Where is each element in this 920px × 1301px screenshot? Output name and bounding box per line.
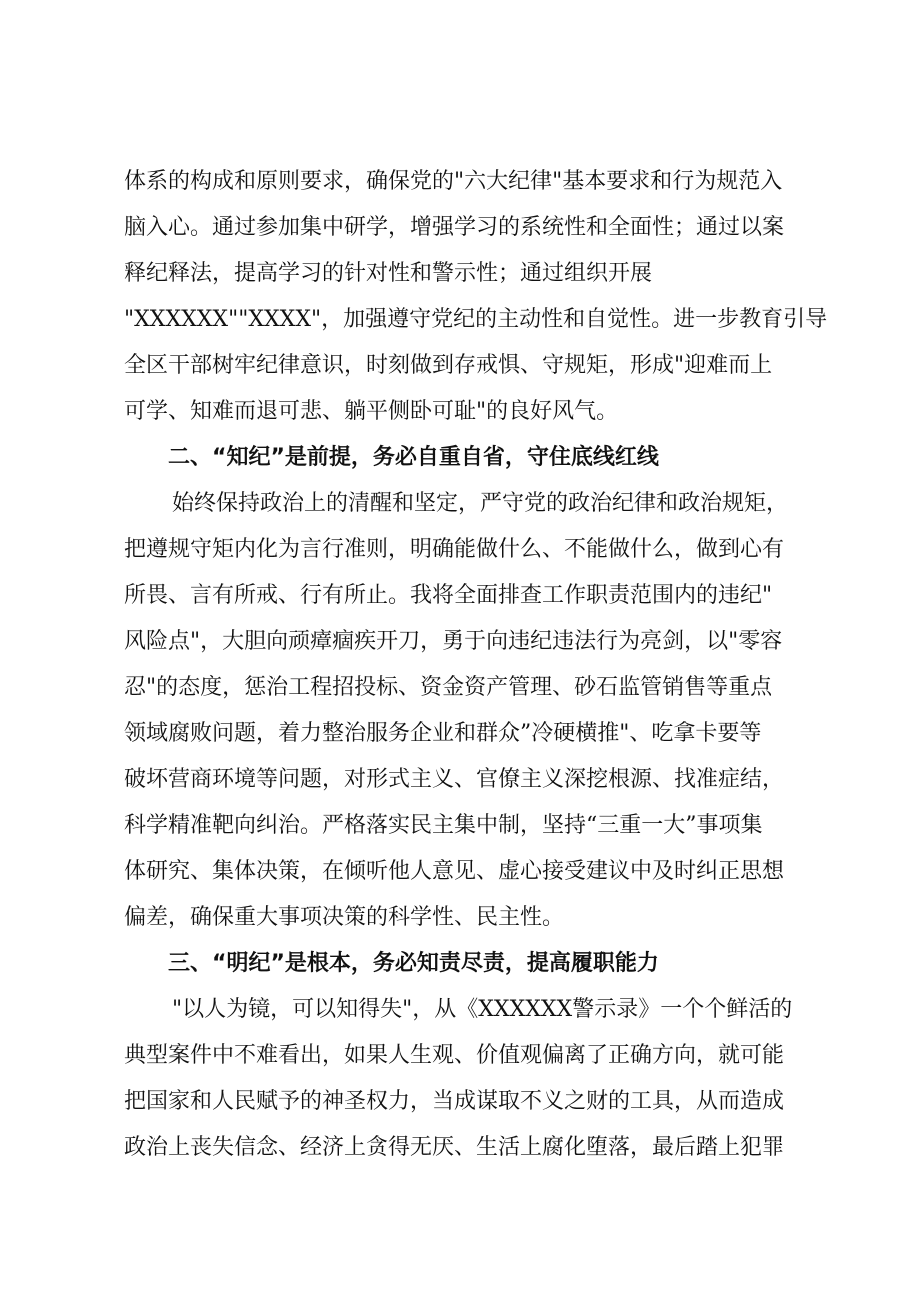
body-text-line: 体系的构成和原则要求，确保党的"六大纪律"基本要求和行为规范入 [124, 169, 783, 194]
body-text-line: 领域腐败问题，着力整治服务企业和群众”冷硬横推"、吃拿卡要等 [124, 721, 762, 746]
body-text-line: 脑入心。通过参加集中研学，增强学习的系统性和全面性；通过以案 [124, 215, 785, 240]
body-text-line: "XXXXXX""XXXX"，加强遵守党纪的主动性和自觉性。进一步教育引导 [124, 307, 828, 332]
body-text-line: 始终保持政治上的清醒和坚定，严守党的政治纪律和政治规矩， [172, 491, 789, 516]
body-text-line: 忍"的态度，惩治工程招投标、资金资产管理、砂石监管销售等重点 [124, 675, 773, 700]
body-text-line: 体研究、集体决策，在倾听他人意见、虚心接受建议中及时纠正思想 [124, 859, 785, 884]
body-text-line: 破坏营商环境等问题，对形式主义、官僚主义深挖根源、找准症结， [124, 767, 785, 792]
body-text-line: 把国家和人民赋予的神圣权力，当成谋取不义之财的工具，从而造成 [124, 1089, 785, 1114]
body-text-line: 可学、知难而退可悲、躺平侧卧可耻"的良好风气。 [124, 399, 619, 424]
section-heading-3: 三、“明纪”是根本，务必知责尽责，提高履职能力 [168, 951, 659, 976]
body-text-line: 把遵规守矩内化为言行准则，明确能做什么、不能做什么，做到心有 [124, 537, 785, 562]
body-text-line: 全区干部树牢纪律意识，时刻做到存戒惧、守规矩，形成"迎难而上 [124, 353, 773, 378]
section-heading-2: 二、“知纪”是前提，务必自重自省，守住底线红线 [168, 445, 659, 470]
body-text-line: 典型案件中不难看出，如果人生观、价值观偏离了正确方向，就可能 [124, 1043, 785, 1068]
body-text-line: 政治上丧失信念、经济上贪得无厌、生活上腐化堕落，最后踏上犯罪 [124, 1135, 785, 1160]
body-text-line: "以人为镜，可以知得失"，从《XXXXXX警示录》一个个鲜活的 [172, 997, 793, 1022]
body-text-line: 风险点"，大胆向顽瘴痼疾开刀，勇于向违纪违法行为亮剑，以"零容 [124, 629, 783, 654]
body-text-line: 偏差，确保重大事项决策的科学性、民主性。 [124, 905, 565, 930]
body-text-line: 科学精准靶向纠治。严格落实民主集中制，坚持“三重一大”事项集 [124, 813, 763, 838]
body-text-line: 所畏、言有所戒、行有所止。我将全面排查工作职责范围内的违纪" [124, 583, 773, 608]
body-text-line: 释纪释法，提高学习的针对性和警示性；通过组织开展 [124, 261, 653, 286]
